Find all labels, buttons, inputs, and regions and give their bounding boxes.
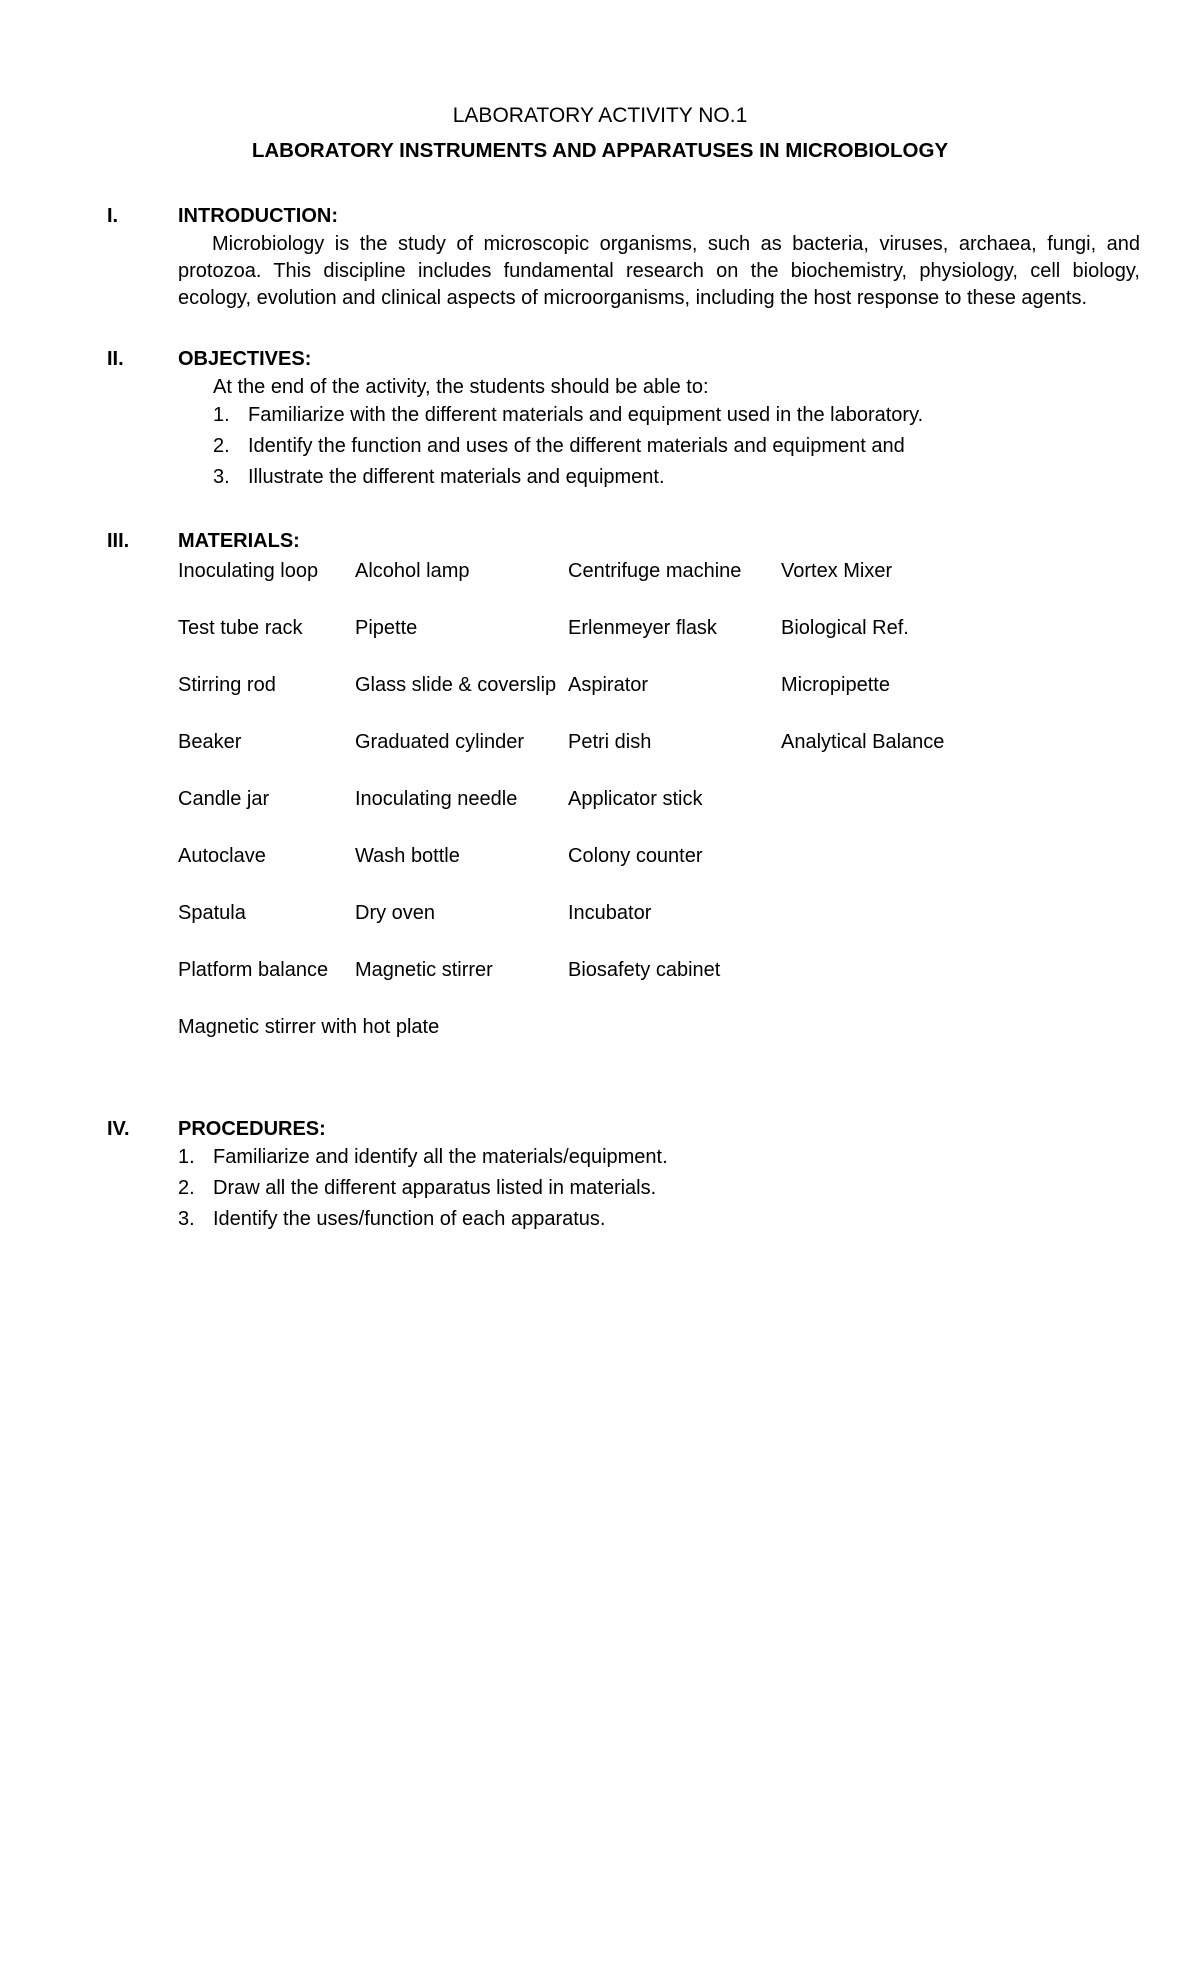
- objectives-lead: At the end of the activity, the students should be able to:: [213, 376, 709, 398]
- introduction-numeral: I.: [107, 205, 119, 227]
- material-item: Applicator stick: [568, 788, 703, 810]
- material-item: Magnetic stirrer with hot plate: [178, 1016, 440, 1038]
- material-item: Magnetic stirrer: [355, 959, 493, 981]
- list-item-text: Illustrate the different materials and equipment.: [248, 466, 665, 488]
- material-item: Stirring rod: [178, 674, 276, 696]
- list-item-text: Draw all the different apparatus listed in materials.: [213, 1177, 657, 1199]
- material-item: Pipette: [355, 617, 418, 639]
- materials-numeral: III.: [107, 530, 130, 552]
- material-item: Centrifuge machine: [568, 560, 742, 582]
- material-item: Candle jar: [178, 788, 270, 810]
- procedures-heading: PROCEDURES:: [178, 1118, 326, 1140]
- material-item: Beaker: [178, 731, 242, 753]
- material-item: Platform balance: [178, 959, 329, 981]
- list-item-text: Identify the uses/function of each apparatus.: [213, 1208, 606, 1230]
- material-item: Alcohol lamp: [355, 560, 470, 582]
- list-item-number: 2.: [213, 435, 230, 457]
- list-item-number: 2.: [178, 1177, 195, 1199]
- material-item: Inoculating needle: [355, 788, 518, 810]
- material-item: Wash bottle: [355, 845, 460, 867]
- introduction-heading: INTRODUCTION:: [178, 205, 338, 227]
- material-item: Incubator: [568, 902, 652, 924]
- list-item-number: 3.: [213, 466, 230, 488]
- objectives-heading: OBJECTIVES:: [178, 348, 312, 370]
- list-item-text: Familiarize and identify all the materials/equipment.: [213, 1146, 668, 1168]
- list-item-number: 1.: [213, 404, 230, 426]
- material-item: Inoculating loop: [178, 560, 319, 582]
- list-item-number: 1.: [178, 1146, 195, 1168]
- material-item: Autoclave: [178, 845, 266, 867]
- material-item: Dry oven: [355, 902, 436, 924]
- materials-heading: MATERIALS:: [178, 530, 300, 552]
- material-item: Test tube rack: [178, 617, 303, 639]
- material-item: Vortex Mixer: [781, 560, 893, 582]
- material-item: Aspirator: [568, 674, 649, 696]
- document-title: LABORATORY ACTIVITY NO.1: [452, 104, 748, 127]
- material-item: Glass slide & coverslip: [355, 674, 557, 696]
- material-item: Biosafety cabinet: [568, 959, 721, 981]
- material-item: Micropipette: [781, 674, 890, 696]
- material-item: Petri dish: [568, 731, 652, 753]
- list-item-text: Familiarize with the different materials and equipment used in the laboratory.: [248, 404, 924, 426]
- material-item: Biological Ref.: [781, 617, 909, 639]
- list-item-text: Identify the function and uses of the different materials and equipment and: [248, 435, 905, 457]
- material-item: Erlenmeyer flask: [568, 617, 717, 639]
- material-item: Analytical Balance: [781, 731, 945, 753]
- material-item: Colony counter: [568, 845, 703, 867]
- material-item: Spatula: [178, 902, 246, 924]
- list-item-number: 3.: [178, 1208, 195, 1230]
- introduction-paragraph: Microbiology is the study of microscopic organisms, such as bacteria, viruses, archaea, fungi, and protozoa. This discipline includes fundamental research on the biochemistry, physiology, cell biology, ecology, evolution and clinical aspects of microorganisms, including the host response to these agents.: [178, 233, 1140, 309]
- document-subtitle: LABORATORY INSTRUMENTS AND APPARATUSES IN MICROBIOLOGY: [251, 139, 949, 162]
- material-item: Graduated cylinder: [355, 731, 524, 753]
- procedures-numeral: IV.: [107, 1118, 130, 1140]
- objectives-numeral: II.: [107, 348, 124, 370]
